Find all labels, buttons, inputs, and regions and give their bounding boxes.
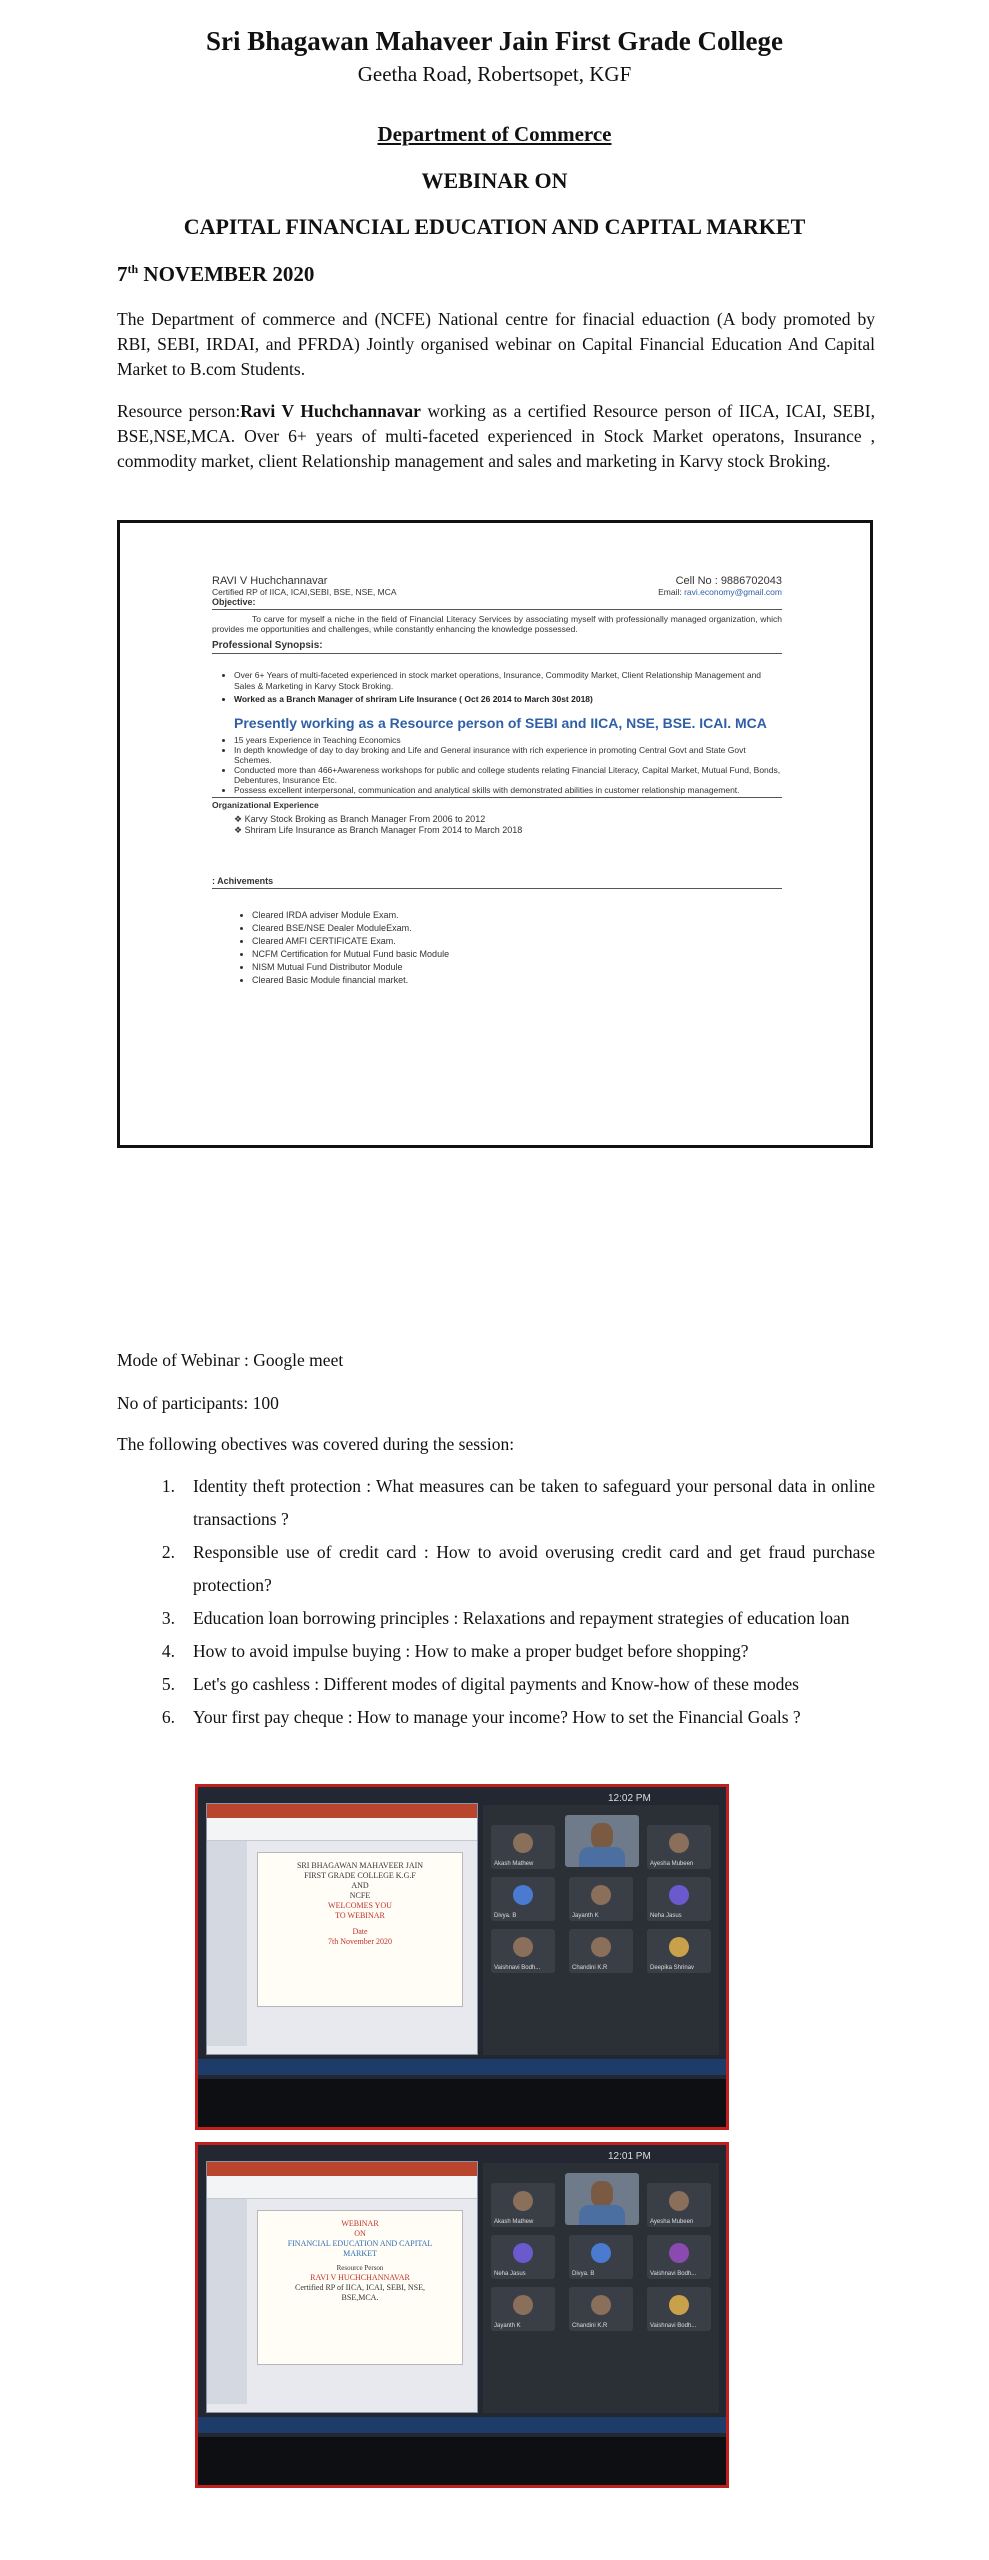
- participant-tile: [491, 1929, 555, 1973]
- topic-slide: [257, 2210, 463, 2365]
- resume-email-line: [658, 587, 782, 597]
- resume-subheader: [212, 587, 782, 597]
- item-text: Responsible use of credit card : How to avoid overusing credit card and get fraud purchase protection?: [193, 1542, 875, 1595]
- slide-line: FIRST GRADE COLLEGE K.G.F: [304, 1871, 416, 1880]
- avatar: [513, 2191, 533, 2211]
- item-text: Your first pay cheque : How to manage your income? How to set the Financial Goals ?: [193, 1707, 801, 1727]
- slide-line: FINANCIAL EDUCATION AND CAPITAL: [287, 2239, 433, 2248]
- monitor-bezel: [198, 2079, 726, 2127]
- avatar: [591, 2295, 611, 2315]
- org-item-text: Karvy Stock Broking as Branch Manager From 2006 to 2012: [244, 813, 486, 824]
- list-item: ❖ Karvy Stock Broking as Branch Manager From 2006 to 2012: [234, 813, 486, 824]
- participant-tile: [647, 1877, 711, 1921]
- participant-tile: [569, 2287, 633, 2331]
- resume-synopsis-list: [212, 670, 782, 705]
- divider: [212, 609, 782, 610]
- avatar: [513, 1937, 533, 1957]
- avatar: [513, 1833, 533, 1853]
- monitor-screen: [198, 1787, 726, 2087]
- taskbar: [198, 2417, 726, 2433]
- participant-tile: [491, 2235, 555, 2279]
- monitor-screen: [198, 2145, 726, 2445]
- avatar: [591, 2243, 611, 2263]
- participant-tile: [647, 1929, 711, 1973]
- date-suffix: th: [127, 262, 139, 276]
- resume-details-list: [212, 735, 782, 795]
- slide-line: WELCOMES YOU: [328, 1901, 392, 1910]
- objectives-intro: The following obectives was covered during the session:: [117, 1434, 515, 1454]
- slide-line: Resource Person: [336, 2264, 384, 2272]
- participant-tile: [491, 1825, 555, 1869]
- slide-line: BSE,MCA.: [341, 2293, 379, 2302]
- webinar-heading: WEBINAR ON: [421, 168, 568, 193]
- divider: [212, 797, 782, 798]
- participant-name: Divya. B: [494, 1913, 517, 1919]
- slide-line: TO WEBINAR: [335, 1911, 385, 1920]
- participant-tile: [647, 2183, 711, 2227]
- item-number: 5.: [161, 1674, 175, 1694]
- date-day: 7: [117, 262, 128, 286]
- slide-line: Certified RP of IICA, ICAI, SEBI, NSE,: [295, 2283, 425, 2292]
- list-item: • 15 years Experience in Teaching Economics: [234, 735, 782, 745]
- resource-label: Resource person:: [117, 401, 241, 421]
- participant-name: Chandini K.R: [572, 1965, 608, 1971]
- list-item: • Cleared AMFI CERTIFICATE Exam.: [252, 935, 782, 948]
- item-number: 4.: [161, 1641, 175, 1661]
- participant-tile: [569, 2235, 633, 2279]
- list-item: • Worked as a Branch Manager of shriram Life Insurance ( Oct 26 2014 to March 30st 2018): [234, 694, 782, 705]
- speaker-video: [565, 1815, 639, 1867]
- list-item: • NCFM Certification for Mutual Fund basic Module: [252, 948, 782, 961]
- department-title: Department of Commerce: [377, 122, 612, 146]
- participant-name: Akash Mathew: [494, 2219, 534, 2225]
- webinar-date: [117, 262, 314, 287]
- meet-clock: 12:02 PM: [608, 1793, 651, 1804]
- resume-presently: Presently working as a Resource person of SEBI and IICA, NSE, BSE. ICAI. MCA: [234, 714, 767, 731]
- participant-name: Vaishnavi Bodh...: [494, 1965, 541, 1971]
- slide-thumbnails: [207, 2199, 247, 2404]
- slide-line: NCFE: [349, 1891, 371, 1900]
- powerpoint-window: [206, 2161, 478, 2413]
- avatar: [513, 2243, 533, 2263]
- body: [579, 2205, 625, 2225]
- list-item: • Cleared IRDA adviser Module Exam.: [252, 909, 782, 922]
- meet-clock: 12:01 PM: [608, 2151, 651, 2162]
- avatar: [591, 1885, 611, 1905]
- participant-tile: [647, 1825, 711, 1869]
- resume-synopsis-label: Professional Synopsis:: [212, 640, 323, 651]
- resume-image: [117, 520, 873, 1148]
- resource-name: Ravi V Huchchannavar: [240, 401, 421, 421]
- participant-tile: [491, 1877, 555, 1921]
- item-number: 6.: [161, 1707, 175, 1727]
- divider: [212, 888, 782, 889]
- participant-tile: [569, 1929, 633, 1973]
- item-text: Education loan borrowing principles : Relaxations and repayment strategies of education loan: [193, 1608, 850, 1628]
- list-item: [117, 1470, 875, 1536]
- list-item: [117, 1635, 875, 1668]
- org-item-text: Shriram Life Insurance as Branch Manager From 2014 to March 2018: [244, 824, 523, 835]
- item-number: 3.: [161, 1608, 175, 1628]
- avatar: [591, 1937, 611, 1957]
- slide-line: WEBINAR: [341, 2219, 379, 2228]
- participant-tile: [491, 2183, 555, 2227]
- webinar-mode: Mode of Webinar : Google meet: [117, 1350, 344, 1370]
- college-name: Sri Bhagawan Mahaveer Jain First Grade College: [206, 26, 783, 56]
- list-item: • Conducted more than 466+Awareness workshops for public and college students relating Financial Literacy, Capital Market, Mutual Fund, Bonds, Debentures, Insurance Etc.: [234, 765, 782, 785]
- slide-date-label: Date: [352, 1927, 368, 1936]
- divider: [212, 653, 782, 654]
- body: [579, 1847, 625, 1867]
- item-text: How to avoid impulse buying : How to make a proper budget before shopping?: [193, 1641, 749, 1661]
- avatar: [669, 1885, 689, 1905]
- resume-org-label: Organizational Experience: [212, 799, 319, 810]
- list-item: • Cleared Basic Module financial market.: [252, 974, 782, 987]
- avatar: [513, 2295, 533, 2315]
- resume-cell: Cell No : 9886702043: [675, 575, 782, 587]
- face: [591, 1823, 613, 1849]
- list-item: • In depth knowledge of day to day broking and Life and General insurance with rich experience in promoting Central Govt and State Govt Schemes.: [234, 745, 782, 765]
- webinar-topic: CAPITAL FINANCIAL EDUCATION AND CAPITAL MARKET: [183, 214, 806, 239]
- monitor-bezel: [198, 2437, 726, 2485]
- speaker-video: [565, 2173, 639, 2225]
- resume-objective: To carve for myself a niche in the field of Financial Literacy Services by associating myself with professionally managed organization, which provides me opportunities and challenges, while constantly enhancing the knowledge possessed.: [212, 614, 782, 634]
- title-bar: [207, 1804, 477, 1818]
- slide-line: ON: [354, 2229, 366, 2238]
- resume-header: [212, 575, 782, 587]
- ribbon: [207, 1818, 477, 1841]
- taskbar: [198, 2059, 726, 2075]
- college-address: Geetha Road, Robertsopet, KGF: [357, 62, 632, 86]
- participant-name: Neha Jasus: [494, 2271, 526, 2277]
- participant-name: Deepika Shrinav: [650, 1965, 695, 1971]
- resource-person-paragraph: [117, 399, 875, 474]
- slide-line: RAVI V HUCHCHANNAVAR: [310, 2273, 410, 2282]
- resume-email: ravi.economy@gmail.com: [684, 587, 782, 597]
- list-item: ❖ Shriram Life Insurance as Branch Manager From 2014 to March 2018: [234, 824, 523, 835]
- google-meet-window: [483, 2163, 719, 2413]
- slide-line: MARKET: [343, 2249, 377, 2258]
- participant-name: Divya. B: [572, 2271, 595, 2277]
- list-item: [117, 1668, 875, 1701]
- list-item: [117, 1602, 875, 1635]
- participant-name: Jayanth K: [494, 2323, 521, 2329]
- avatar: [513, 1885, 533, 1905]
- participant-name: Vaishnavi Bodh...: [650, 2271, 697, 2277]
- participant-name: Vaishnavi Bodh...: [650, 2323, 697, 2329]
- resume-achievements-list: [212, 909, 782, 987]
- welcome-slide: [257, 1852, 463, 2007]
- list-item: • Cleared BSE/NSE Dealer ModuleExam.: [252, 922, 782, 935]
- participant-name: Neha Jasus: [650, 1913, 682, 1919]
- list-item: [117, 1536, 875, 1602]
- resume-content: [212, 575, 782, 987]
- list-item: [117, 1701, 875, 1734]
- powerpoint-window: [206, 1803, 478, 2055]
- title-bar: [207, 2162, 477, 2176]
- avatar: [669, 2243, 689, 2263]
- resume-name: RAVI V Huchchannavar: [212, 575, 328, 587]
- slide-line: SRI BHAGAWAN MAHAVEER JAIN: [296, 1861, 424, 1870]
- participant-count: No of participants: 100: [117, 1393, 279, 1413]
- item-text: Identity theft protection : What measures can be taken to safeguard your personal data in online transactions ?: [193, 1476, 875, 1529]
- face: [591, 2181, 613, 2207]
- participant-name: Jayanth K: [572, 1913, 599, 1919]
- intro-paragraph: The Department of commerce and (NCFE) National centre for finacial eduaction (A body promoted by RBI, SEBI, IRDAI, and PFRDA) Jointly organised webinar on Capital Financial Education And Capital Market to B.com Students.: [117, 309, 875, 379]
- objectives-list: [117, 1470, 875, 1734]
- item-number: 1.: [161, 1476, 175, 1496]
- slide-line: AND: [351, 1881, 369, 1890]
- slide-date: 7th November 2020: [328, 1937, 392, 1946]
- resource-description: working as a certified Resource person of IICA, ICAI, SEBI, BSE,NSE,MCA. Over 6+ years of multi-faceted experienced in Stock Market operatons, Insurance , commodity market, client Relationship management and sales and marketing in Karvy stock Broking.: [117, 401, 875, 471]
- participant-tile: [647, 2287, 711, 2331]
- participant-name: Ayesha Mubeen: [650, 2219, 694, 2225]
- list-item: • Possess excellent interpersonal, communication and analytical skills with demonstrated abilities in customer relationship management.: [234, 785, 782, 795]
- resume-email-label: Email:: [658, 587, 685, 597]
- participant-name: Akash Mathew: [494, 1861, 534, 1867]
- avatar: [669, 2295, 689, 2315]
- slide-thumbnails: [207, 1841, 247, 2046]
- webinar-photo-1: [195, 1784, 729, 2130]
- avatar: [669, 1833, 689, 1853]
- date-rest: NOVEMBER 2020: [138, 262, 315, 286]
- participant-tile: [569, 1877, 633, 1921]
- list-item: • NISM Mutual Fund Distributor Module: [252, 961, 782, 974]
- ribbon: [207, 2176, 477, 2199]
- resume-objective-label: Objective:: [212, 597, 256, 607]
- avatar: [669, 2191, 689, 2211]
- webinar-photo-2: [195, 2142, 729, 2488]
- resume-certified: Certified RP of IICA, ICAI,SEBI, BSE, NSE, MCA: [212, 587, 397, 597]
- google-meet-window: [483, 1805, 719, 2055]
- resume-org-list: [212, 814, 782, 836]
- participant-tile: [491, 2287, 555, 2331]
- participant-name: Chandini K.R: [572, 2323, 608, 2329]
- resume-achievements-label: : Achivements: [212, 875, 274, 886]
- item-number: 2.: [161, 1542, 175, 1562]
- item-text: Let's go cashless : Different modes of digital payments and Know-how of these modes: [193, 1674, 799, 1694]
- participant-name: Ayesha Mubeen: [650, 1861, 694, 1867]
- list-item: • Over 6+ Years of multi-faceted experienced in stock market operations, Insurance, Commodity Market, Client Relationship Management and Sales & Marketing in Karvy Stock Broking.: [234, 670, 782, 691]
- participant-tile: [647, 2235, 711, 2279]
- avatar: [669, 1937, 689, 1957]
